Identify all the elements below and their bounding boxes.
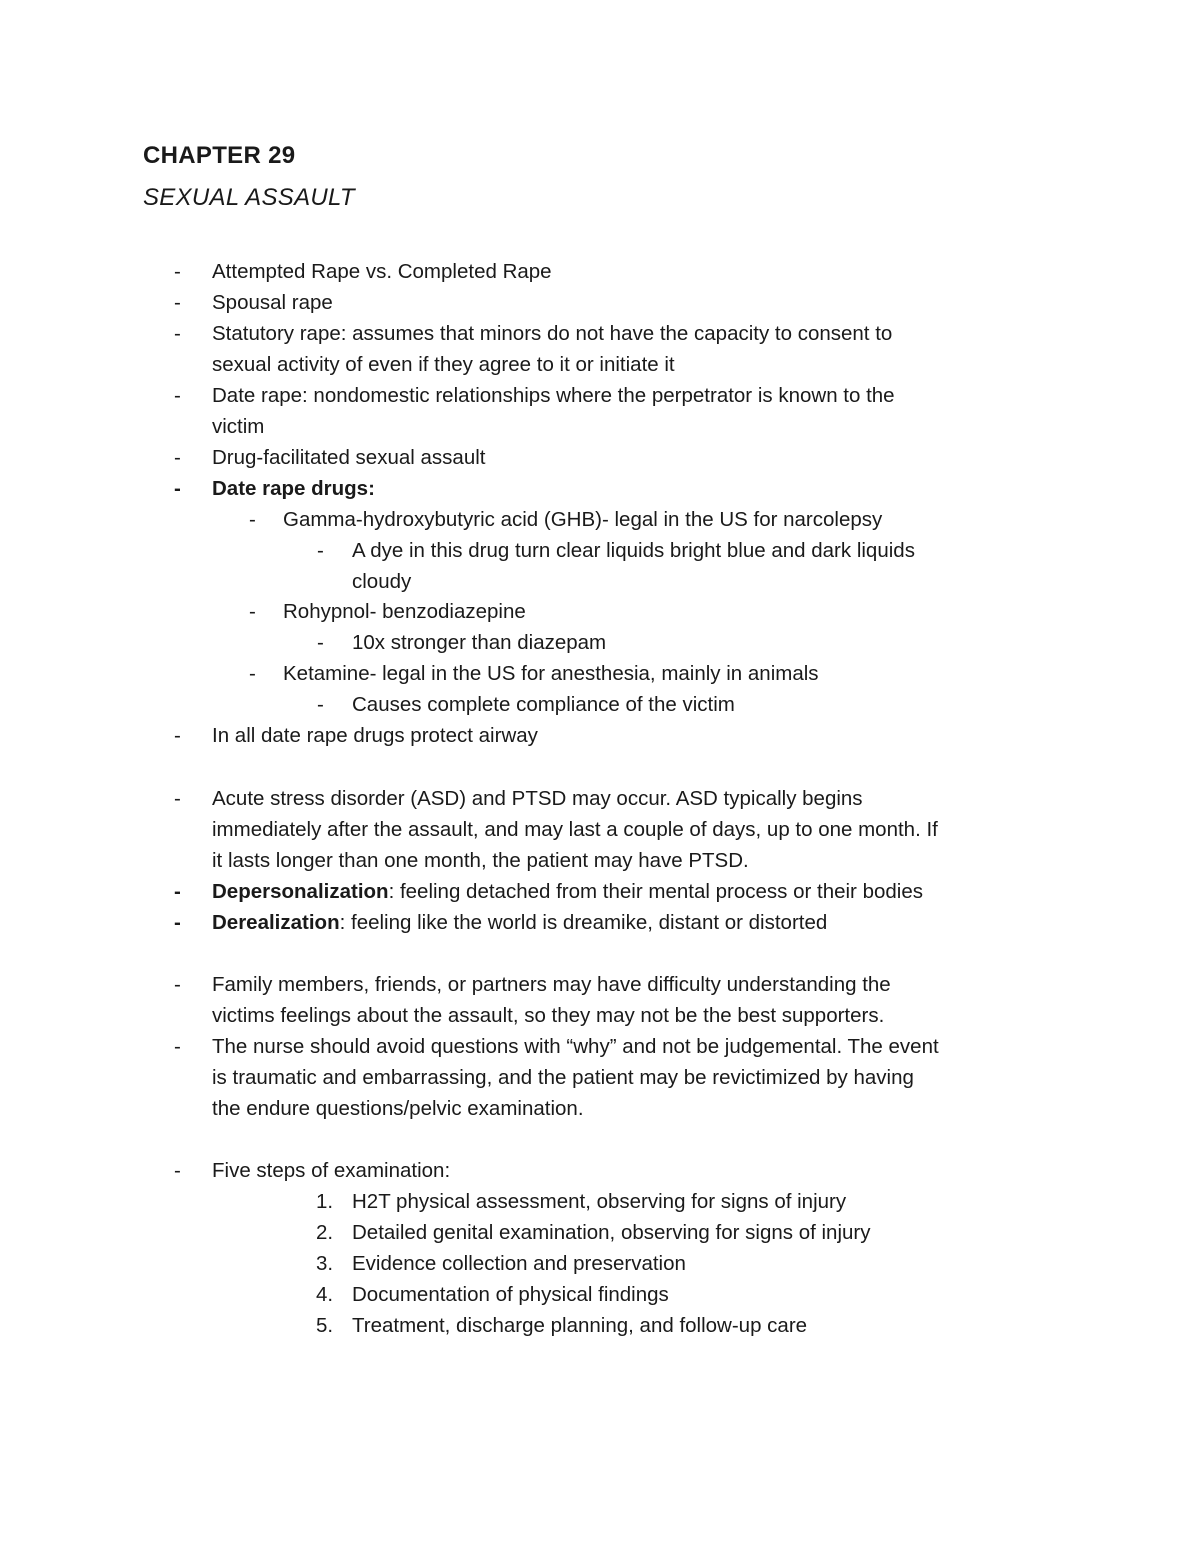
step-text: H2T physical assessment, observing for signs of injury <box>352 1190 847 1213</box>
sub-sub-bullet-item: 10x stronger than diazepam <box>352 631 607 654</box>
definition-derealization: : feeling like the world is dreamike, distant or distorted <box>339 911 828 934</box>
bullet-item: Spousal rape <box>212 291 333 314</box>
bullet-item: In all date rape drugs protect airway <box>212 724 538 747</box>
step-number: 1. <box>316 1190 334 1213</box>
bullet-item-continuation: victim <box>212 415 265 438</box>
sub-sub-bullet-item: Causes complete compliance of the victim <box>352 693 735 716</box>
bullet-item <box>212 876 923 907</box>
bullet-marker: - <box>174 1159 181 1182</box>
sub-sub-bullet-marker: - <box>317 693 324 716</box>
sub-bullet-item: Rohypnol- benzodiazepine <box>283 600 526 623</box>
bullet-marker: - <box>174 787 181 810</box>
bullet-marker: - <box>174 446 181 469</box>
bullet-marker-bold: - <box>174 477 181 500</box>
bullet-item <box>212 907 827 938</box>
sub-sub-bullet-marker: - <box>317 631 324 654</box>
bullet-item-heading: Date rape drugs: <box>212 477 375 500</box>
bullet-marker: - <box>174 291 181 314</box>
bullet-item-continuation: the endure questions/pelvic examination. <box>212 1097 584 1120</box>
sub-bullet-marker: - <box>249 662 256 685</box>
sub-bullet-item: Gamma-hydroxybutyric acid (GHB)- legal in the US for narcolepsy <box>283 508 883 531</box>
bullet-item: Five steps of examination: <box>212 1159 451 1182</box>
step-text: Treatment, discharge planning, and follow-up care <box>352 1314 808 1337</box>
bullet-item: Statutory rape: assumes that minors do not have the capacity to consent to <box>212 322 893 345</box>
bullet-item: Acute stress disorder (ASD) and PTSD may occur. ASD typically begins <box>212 787 863 810</box>
term-depersonalization: Depersonalization <box>212 880 389 903</box>
bullet-marker-bold: - <box>174 911 181 934</box>
chapter-title: SEXUAL ASSAULT <box>143 184 355 211</box>
bullet-marker-bold: - <box>174 880 181 903</box>
step-number: 2. <box>316 1221 334 1244</box>
step-text: Detailed genital examination, observing for signs of injury <box>352 1221 871 1244</box>
sub-bullet-marker: - <box>249 508 256 531</box>
bullet-marker: - <box>174 724 181 747</box>
bullet-item-continuation: sexual activity of even if they agree to it or initiate it <box>212 353 675 376</box>
bullet-marker: - <box>174 1035 181 1058</box>
step-text: Documentation of physical findings <box>352 1283 669 1306</box>
sub-sub-bullet-continuation: cloudy <box>352 570 412 593</box>
term-derealization: Derealization <box>212 911 340 934</box>
step-number: 3. <box>316 1252 334 1275</box>
chapter-number: CHAPTER 29 <box>143 142 296 169</box>
sub-sub-bullet-marker: - <box>317 539 324 562</box>
bullet-marker: - <box>174 322 181 345</box>
bullet-marker: - <box>174 384 181 407</box>
sub-sub-bullet-item: A dye in this drug turn clear liquids bright blue and dark liquids <box>352 539 915 562</box>
bullet-marker: - <box>174 260 181 283</box>
sub-bullet-item: Ketamine- legal in the US for anesthesia, mainly in animals <box>283 662 819 685</box>
definition-depersonalization: : feeling detached from their mental process or their bodies <box>388 880 923 903</box>
bullet-item: The nurse should avoid questions with “why” and not be judgemental. The event <box>212 1035 939 1058</box>
bullet-marker: - <box>174 973 181 996</box>
step-number: 4. <box>316 1283 334 1306</box>
bullet-item-continuation: immediately after the assault, and may last a couple of days, up to one month. If <box>212 818 938 841</box>
bullet-item-continuation: it lasts longer than one month, the patient may have PTSD. <box>212 849 749 872</box>
bullet-item-continuation: is traumatic and embarrassing, and the patient may be revictimized by having <box>212 1066 914 1089</box>
bullet-item-continuation: victims feelings about the assault, so they may not be the best supporters. <box>212 1004 885 1027</box>
step-text: Evidence collection and preservation <box>352 1252 686 1275</box>
bullet-item: Family members, friends, or partners may have difficulty understanding the <box>212 973 891 996</box>
bullet-item: Attempted Rape vs. Completed Rape <box>212 260 552 283</box>
step-number: 5. <box>316 1314 334 1337</box>
sub-bullet-marker: - <box>249 600 256 623</box>
bullet-item: Date rape: nondomestic relationships where the perpetrator is known to the <box>212 384 895 407</box>
bullet-item: Drug-facilitated sexual assault <box>212 446 486 469</box>
